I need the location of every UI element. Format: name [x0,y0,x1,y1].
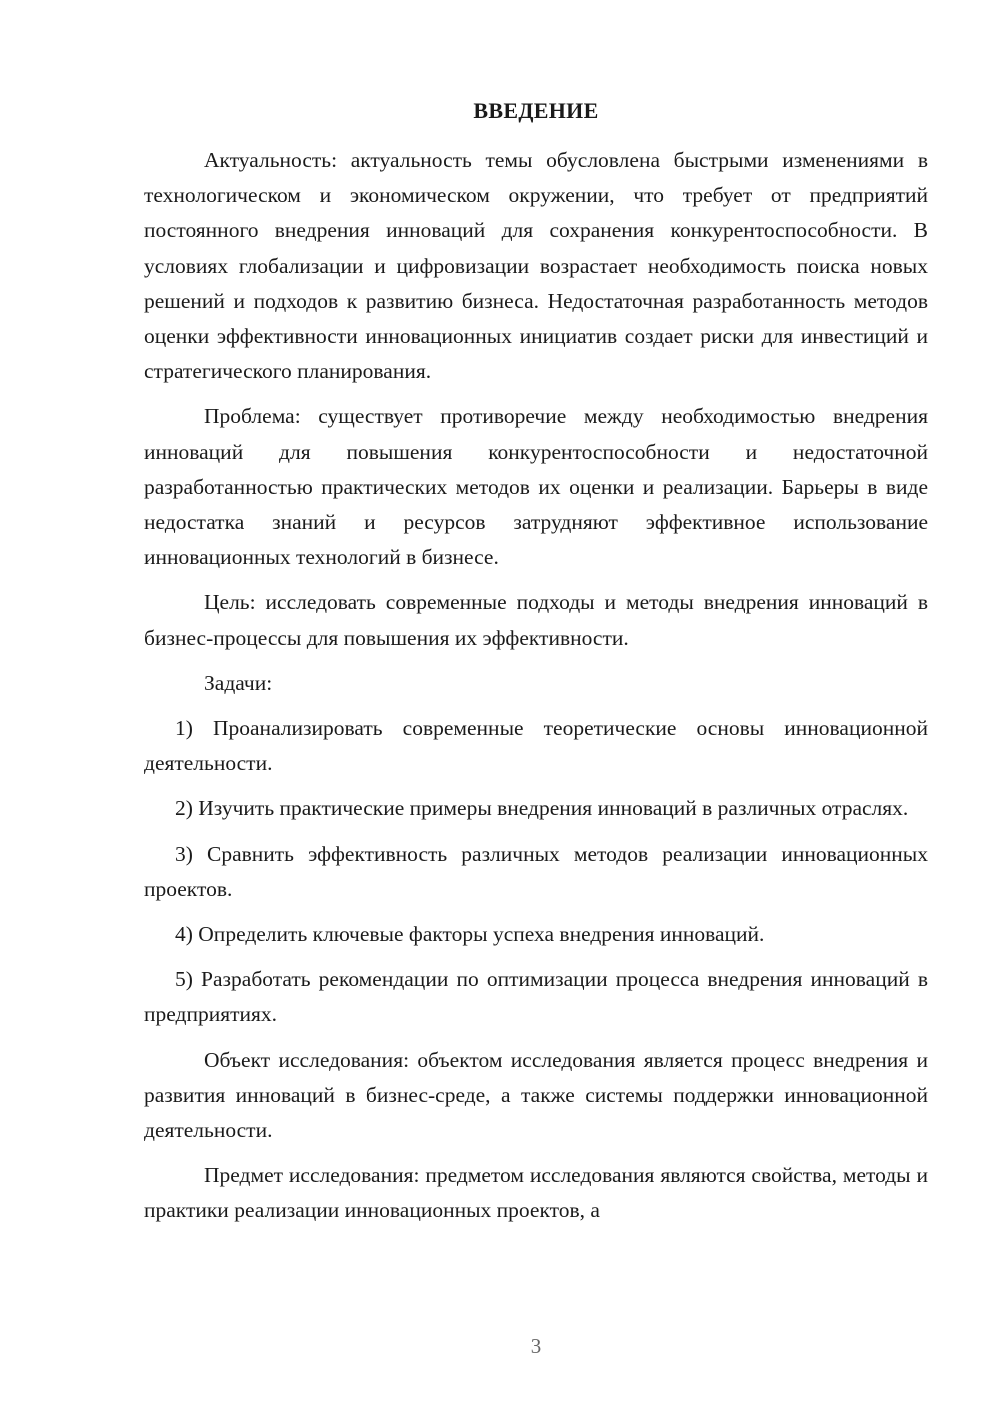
document-page [144,0,928,1414]
task-item-1: 1) Проанализировать современные теоретические основы инновационной деятельности. [144,716,928,776]
task-item-2: 2) Изучить практические примеры внедрения инноваций в различных отраслях. [175,796,909,821]
paragraph-goal: Цель: исследовать современные подходы и методы внедрения инноваций в бизнес-процессы для повышения их эффективности. [144,590,928,650]
task-item-4: 4) Определить ключевые факторы успеха внедрения инноваций. [175,922,765,947]
paragraph-object: Объект исследования: объектом исследования является процесс внедрения и развития инноваций в бизнес-среде, а также системы поддержки инновационной деятельности. [144,1047,928,1143]
task-item-3: 3) Сравнить эффективность различных методов реализации инновационных проектов. [144,841,928,901]
document-body [144,143,928,1239]
task-item-5: 5) Разработать рекомендации по оптимизации процесса внедрения инноваций в предприятиях. [144,967,928,1027]
page-title: ВВЕДЕНИЕ [473,98,599,123]
paragraph-problem: Проблема: существует противоречие между необходимостью внедрения инноваций для повышения конкурентоспособности и недостаточной разработанностью практических методов их оценки и реализации. Барьеры в виде недостатка знаний и ресурсов затрудняют эффективное использование инновационных технологий в бизнесе. [144,404,928,570]
paragraph-subject: Предмет исследования: предметом исследования являются свойства, методы и практики реализации инновационных проектов, а [144,1163,928,1223]
paragraph-relevance: Актуальность: актуальность темы обусловлена быстрыми изменениями в технологическом и экономическом окружении, что требует от предприятий постоянного внедрения инноваций для сохранения конкурентоспособности. В условиях глобализации и цифровизации возрастает необходимость поиска новых решений и подходов к развитию бизнеса. Недостаточная разработанность методов оценки эффективности инновационных инициатив создает риски для инвестиций и стратегического планирования. [144,148,928,384]
page-number: 3 [530,1334,542,1358]
paragraph-tasks-heading: Задачи: [204,670,273,695]
